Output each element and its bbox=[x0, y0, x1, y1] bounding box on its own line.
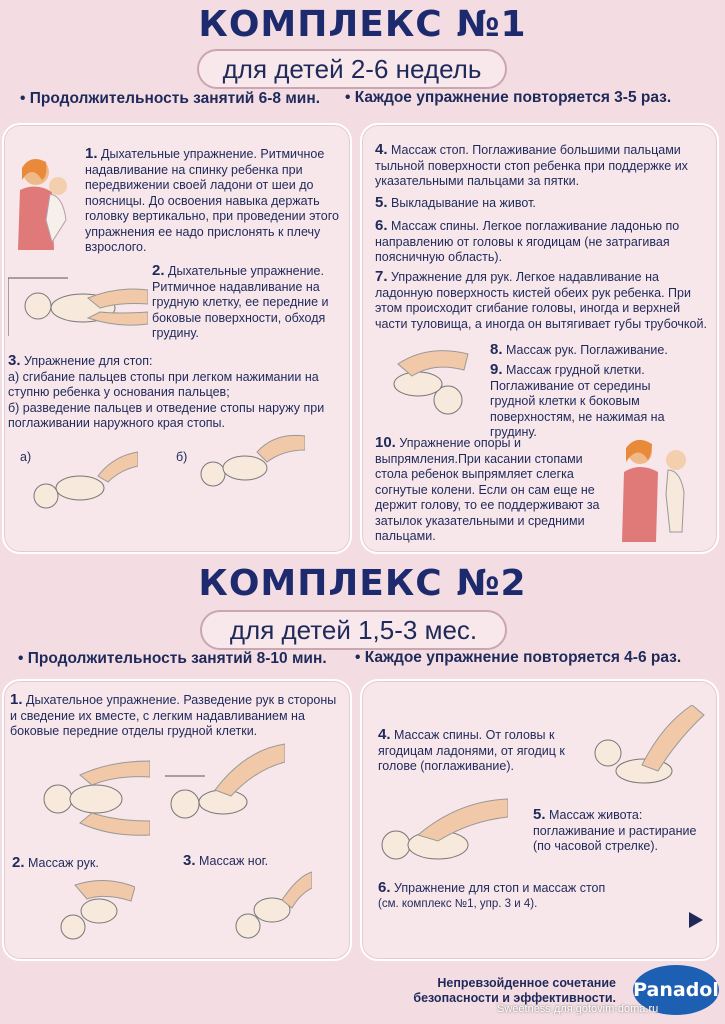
c1-ex1-text: Дыхательные упражнение. Ритмичное надавливание на спинку ребенка при передвижении своей ладони от шеи до поясницы. До освоения навыка держать головку вертикально, при проведении этого упражнения ее надо прислонять к плечу взрослого. bbox=[85, 147, 339, 254]
c1-ex2-text: Дыхательные упражнение. Ритмичное надавливание на грудную клетку, ее передние и боковые поверхности, обходя грудину. bbox=[152, 264, 329, 340]
c2-ex3-number: 3. bbox=[183, 852, 196, 869]
c1-ex9-text: Массаж грудной клетки. Поглаживание от середины грудной клетки к боковым поверхностям, не нажимая на грудину. bbox=[490, 363, 665, 439]
footer-slogan bbox=[380, 976, 616, 1006]
mother-supporting-baby-illustration bbox=[618, 432, 708, 544]
complex1-title: КОМПЛЕКС №1 bbox=[198, 4, 527, 45]
c2-ex5-number: 5. bbox=[533, 806, 546, 823]
c1-exercise-2 bbox=[152, 263, 342, 342]
c1-exercise-8 bbox=[490, 342, 710, 359]
c1-ex1-number: 1. bbox=[85, 145, 98, 162]
c2-ex3-text: Массаж ног. bbox=[199, 854, 269, 868]
complex1-duration: • Продолжительность занятий 6-8 мин. bbox=[20, 90, 321, 107]
baby-belly-massage-illustration bbox=[378, 795, 508, 870]
c2-ex2-number: 2. bbox=[12, 854, 25, 871]
c1-ex6-text: Массаж спины. Легкое поглаживание ладонью по направлению от головы к ягодицам (не затрагивая поясничную область). bbox=[375, 219, 680, 264]
c1-ex4-text: Массаж стоп. Поглаживание большими пальцами тыльной поверхности стоп ребенка при поддержке их указательными пальцами за пятки. bbox=[375, 143, 688, 188]
footer-line-1: Непревзойденное сочетание bbox=[437, 976, 616, 990]
c1-ex7-number: 7. bbox=[375, 268, 388, 285]
complex2-duration: • Продолжительность занятий 8-10 мин. bbox=[18, 650, 327, 667]
c1-ex8-text: Массаж рук. Поглаживание. bbox=[506, 343, 668, 357]
c2-exercise-5 bbox=[533, 807, 713, 855]
c2-ex1-number: 1. bbox=[10, 691, 23, 708]
c1-ex7-text: Упражнение для рук. Легкое надавливание на ладонную поверхность кистей обеих рук ребенка. При этом происходит сгибание головы, иногда и верхней части туловища, а иногда он вытягивает губы трубочкой. bbox=[375, 270, 707, 331]
c1-exercise-5 bbox=[375, 195, 705, 212]
baby-arms-together-illustration bbox=[165, 740, 285, 835]
c1-exercise-3 bbox=[8, 353, 343, 432]
c1-ex2-number: 2. bbox=[152, 262, 165, 279]
c1-ex9-number: 9. bbox=[490, 361, 503, 378]
c1-ex3-title: Упражнение для стоп: bbox=[24, 354, 153, 368]
c1-exercise-9 bbox=[490, 362, 675, 441]
c1-exercise-1 bbox=[85, 146, 340, 256]
c2-exercise-3 bbox=[183, 853, 268, 870]
watermark: Sweetness для gotovim-doma.ru bbox=[497, 1003, 659, 1015]
c2-ex4-number: 4. bbox=[378, 726, 391, 743]
foot-exercise-b-illustration bbox=[195, 432, 305, 492]
c2-ex4-text: Массаж спины. От головы к ягодицам ладонями, от ягодиц к голове (поглаживание). bbox=[378, 728, 565, 773]
c2-ex6-text: Упражнение для стоп и массаж стоп bbox=[394, 881, 606, 895]
c1-ex5-number: 5. bbox=[375, 194, 388, 211]
c2-ex2-text: Массаж рук. bbox=[28, 856, 99, 870]
complex1-subtitle: для детей 2-6 недель bbox=[197, 49, 507, 89]
c1-ex6-number: 6. bbox=[375, 217, 388, 234]
c2-exercise-6 bbox=[378, 880, 678, 912]
baby-leg-massage-illustration bbox=[232, 870, 312, 942]
baby-arm-massage-illustration bbox=[55, 875, 135, 945]
baby-hand-massage-illustration bbox=[378, 344, 483, 422]
c2-ex6-note: (см. комплекс №1, упр. 3 и 4). bbox=[378, 897, 538, 910]
c1-ex3-a: а) сгибание пальцев стопы при легком нажимании на ступню ребенка у основания пальцев; bbox=[8, 369, 319, 399]
c2-ex1-text: Дыхательное упражнение. Разведение рук в стороны и сведение их вместе, с легким надавливанием на боковые передние отделы грудной клетки. bbox=[10, 693, 337, 738]
baby-back-massage-illustration bbox=[592, 705, 710, 797]
c1-ex3-number: 3. bbox=[8, 352, 21, 369]
c1-exercise-7 bbox=[375, 269, 708, 332]
c1-ex8-number: 8. bbox=[490, 341, 503, 358]
c2-exercise-2 bbox=[12, 855, 99, 872]
panadol-logo: Panadol bbox=[633, 965, 719, 1015]
c2-ex5-text: Массаж живота: поглаживание и растирание (по часовой стрелке). bbox=[533, 808, 697, 853]
play-arrow-icon bbox=[689, 912, 703, 928]
complex2-repeat: • Каждое упражнение повторяется 4-6 раз. bbox=[355, 649, 682, 666]
c1-exercise-4 bbox=[375, 142, 705, 190]
c1-exercise-6 bbox=[375, 218, 705, 266]
c1-label-b: б) bbox=[176, 450, 188, 464]
c1-ex5-text: Выкладывание на живот. bbox=[391, 196, 536, 210]
complex2-title: КОМПЛЕКС №2 bbox=[198, 563, 527, 604]
c1-ex4-number: 4. bbox=[375, 141, 388, 158]
complex1-repeat: • Каждое упражнение повторяется 3-5 раз. bbox=[345, 89, 672, 106]
complex2-subtitle: для детей 1,5-3 мес. bbox=[200, 610, 507, 650]
foot-exercise-a-illustration bbox=[28, 446, 138, 516]
c2-exercise-4 bbox=[378, 727, 583, 775]
c1-exercise-10 bbox=[375, 435, 615, 545]
baby-arms-spread-illustration bbox=[40, 755, 150, 840]
c1-label-a: а) bbox=[20, 450, 32, 464]
baby-chest-massage-illustration bbox=[8, 268, 148, 338]
c2-exercise-1 bbox=[10, 692, 340, 740]
c1-ex10-text: Упражнение опоры и выпрямления.При касании стопами стола ребенок выпрямляет слегка согнутые колени. Если он сам еще не держит голову, то ее поддерживают за затылок указательными и средними пальцами. bbox=[375, 436, 600, 543]
c1-ex10-number: 10. bbox=[375, 434, 396, 451]
footer-line-2: безопасности и эффективности. bbox=[413, 991, 616, 1005]
c2-ex6-number: 6. bbox=[378, 879, 391, 896]
mother-holding-baby-illustration bbox=[8, 150, 80, 260]
c1-ex3-b: б) разведение пальцев и отведение стопы наружу при поглаживании наружного края стопы. bbox=[8, 400, 325, 430]
